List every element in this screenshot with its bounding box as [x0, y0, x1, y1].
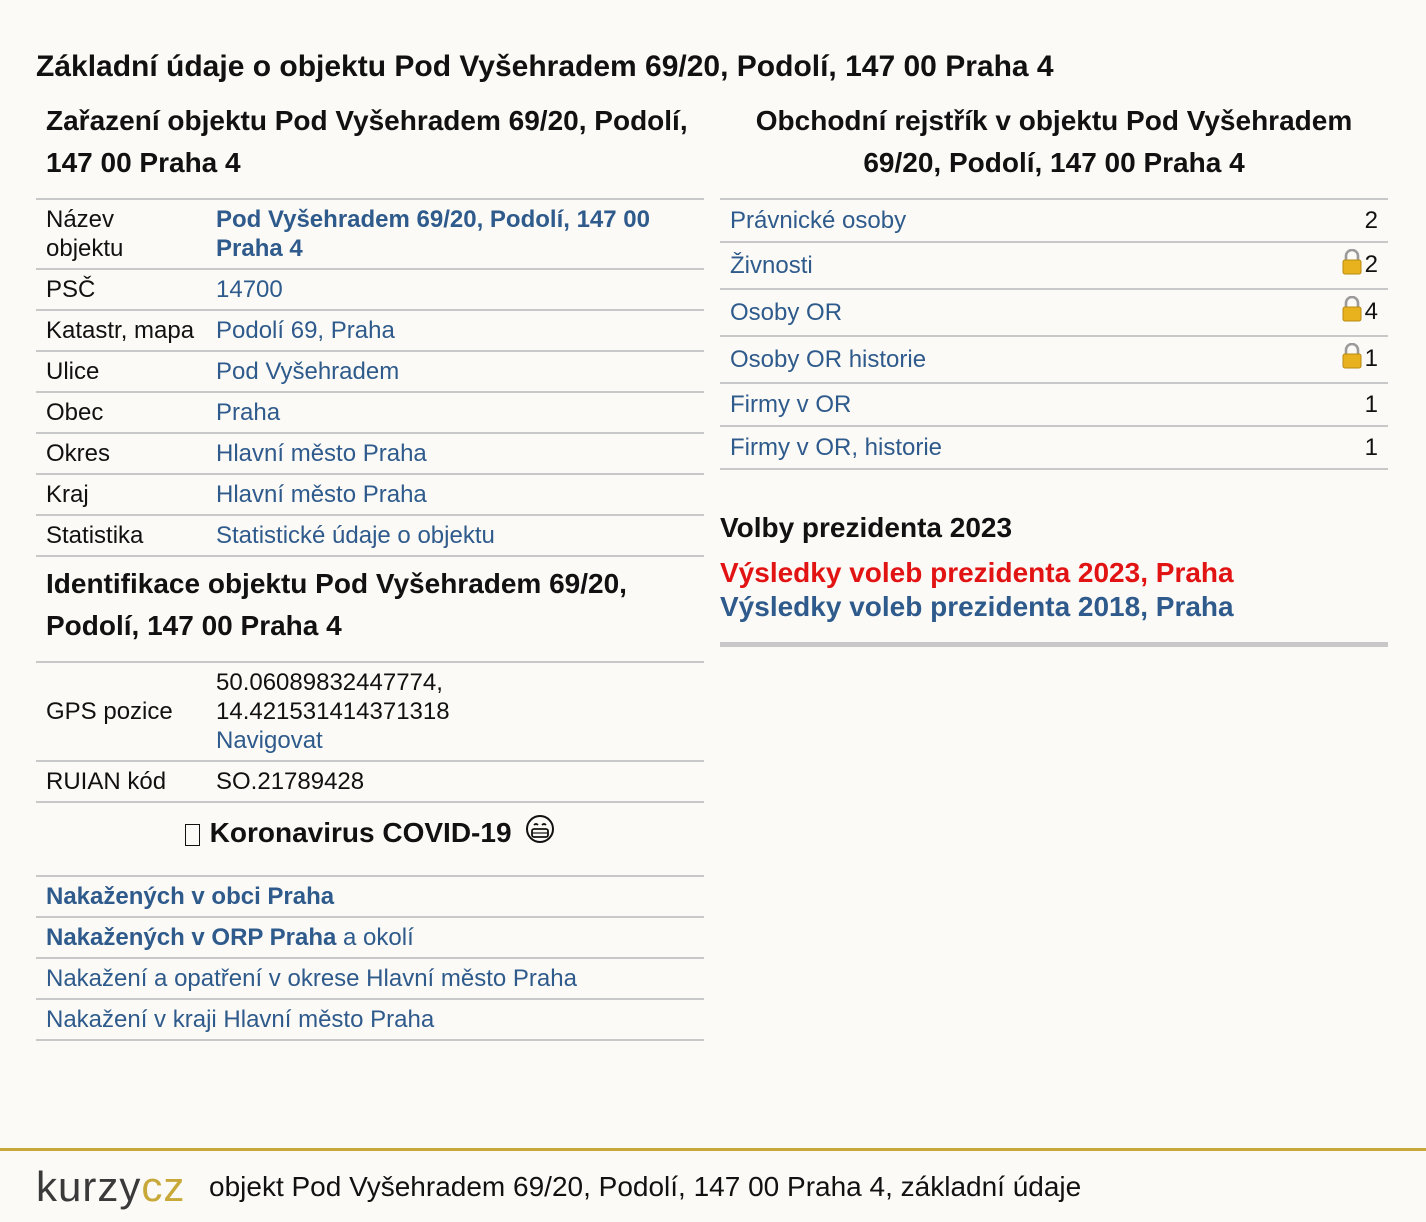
table-row [36, 515, 704, 556]
row-label: GPS pozice [36, 662, 206, 761]
count-value: 1 [1256, 383, 1388, 426]
pravnicke-osoby-link[interactable]: Právnické osoby [730, 207, 907, 234]
count-value: 4 [1364, 298, 1378, 325]
volby-section [720, 510, 1388, 647]
table-row [36, 310, 704, 351]
firmy-v-or-historie-link[interactable]: Firmy v OR, historie [730, 434, 943, 461]
zarazeni-table [36, 198, 704, 557]
logo-kurzy-text: kurzy [36, 1163, 142, 1210]
count-value: 2 [1364, 251, 1378, 278]
lock-icon[interactable] [1341, 343, 1363, 376]
row-label: Katastr, mapa [36, 310, 206, 351]
covid-obec-link[interactable]: Nakažených v obci Praha [46, 883, 335, 911]
statistika-link[interactable]: Statistické údaje o objektu [216, 522, 495, 549]
row-label: Okres [36, 433, 206, 474]
covid-orp-okoli-link[interactable]: a okolí [336, 924, 414, 952]
table-row [36, 662, 704, 761]
face-mask-icon [525, 814, 555, 855]
table-row [720, 289, 1388, 336]
gps-latitude: 50.06089832447774, [216, 669, 443, 696]
row-label: Název objektu [36, 199, 206, 269]
covid-okres-link[interactable]: Nakažení a opatření v okrese Hlavní město Praha [46, 965, 577, 993]
object-name-link[interactable]: Pod Vyšehradem 69/20, Podolí, 147 00 Praha 4 [216, 206, 650, 262]
kurzy-logo[interactable] [36, 1161, 185, 1213]
covid-links [36, 875, 704, 1041]
count-cell [1256, 289, 1388, 336]
right-column [720, 98, 1388, 647]
rejstrik-table [720, 198, 1388, 470]
osoby-or-historie-link[interactable]: Osoby OR historie [730, 346, 927, 373]
zivnosti-link[interactable]: Živnosti [730, 252, 813, 279]
count-value: 1 [1256, 426, 1388, 469]
table-row [720, 242, 1388, 289]
table-row [36, 269, 704, 310]
page-title: Základní údaje o objektu Pod Vyšehradem 69/20, Podolí, 147 00 Praha 4 [36, 50, 1054, 83]
table-row [720, 336, 1388, 383]
row-label: Obec [36, 392, 206, 433]
table-row [720, 383, 1388, 426]
ulice-link[interactable]: Pod Vyšehradem [216, 358, 400, 385]
table-row [36, 761, 704, 802]
kraj-link[interactable]: Hlavní město Praha [216, 481, 427, 508]
gps-longitude: 14.421531414371318 [216, 698, 450, 725]
katastr-link[interactable]: Podolí 69, Praha [216, 317, 395, 344]
covid-orp-link[interactable]: Nakažených v ORP Praha [46, 924, 337, 952]
okres-link[interactable]: Hlavní město Praha [216, 440, 427, 467]
firmy-v-or-link[interactable]: Firmy v OR [730, 391, 852, 418]
footer [0, 1148, 1426, 1222]
table-row [720, 199, 1388, 242]
row-label: Ulice [36, 351, 206, 392]
table-row [36, 351, 704, 392]
footer-caption: objekt Pod Vyšehradem 69/20, Podolí, 147 00 Praha 4, základní údaje [209, 1171, 1082, 1202]
gps-value [206, 662, 704, 761]
row-label: Statistika [36, 515, 206, 556]
rejstrik-heading: Obchodní rejstřík v objektu Pod Vyšehradem 69/20, Podolí, 147 00 Praha 4 [755, 105, 1353, 178]
table-row [720, 426, 1388, 469]
table-row [36, 199, 704, 269]
obec-link[interactable]: Praha [216, 399, 281, 426]
list-item [36, 877, 704, 918]
count-value: 1 [1364, 345, 1378, 372]
navigate-link[interactable]: Navigovat [216, 727, 323, 754]
identifikace-heading: Identifikace objektu Pod Vyšehradem 69/20, Podolí, 147 00 Praha 4 [46, 568, 627, 641]
list-item [36, 918, 704, 959]
covid-heading [36, 803, 704, 875]
row-label: RUIAN kód [36, 761, 206, 802]
lock-icon[interactable] [1341, 296, 1363, 329]
zarazeni-heading: Zařazení objektu Pod Vyšehradem 69/20, Podolí, 147 00 Praha 4 [46, 105, 688, 178]
count-cell [1256, 242, 1388, 289]
covid-kraj-link[interactable]: Nakažení v kraji Hlavní město Praha [46, 1006, 435, 1034]
psc-link[interactable]: 14700 [216, 276, 283, 303]
table-row [36, 433, 704, 474]
volby-2018-link[interactable]: Výsledky voleb prezidenta 2018, Praha [720, 591, 1234, 622]
count-value: 2 [1256, 199, 1388, 242]
count-cell [1256, 336, 1388, 383]
list-item [36, 1000, 704, 1041]
missing-glyph-icon [185, 824, 200, 846]
osoby-or-link[interactable]: Osoby OR [730, 299, 843, 326]
table-row [36, 474, 704, 515]
covid-heading-text: Koronavirus COVID-19 [209, 817, 512, 848]
left-column [36, 98, 704, 1041]
logo-cz-text: cz [141, 1163, 186, 1210]
list-item [36, 959, 704, 1000]
volby-heading: Volby prezidenta 2023 [720, 512, 1013, 543]
table-row [36, 392, 704, 433]
identifikace-table [36, 661, 704, 803]
row-label: PSČ [36, 269, 206, 310]
row-label: Kraj [36, 474, 206, 515]
ruian-value: SO.21789428 [206, 761, 704, 802]
lock-icon[interactable] [1341, 249, 1363, 282]
volby-2023-link[interactable]: Výsledky voleb prezidenta 2023, Praha [720, 557, 1234, 588]
